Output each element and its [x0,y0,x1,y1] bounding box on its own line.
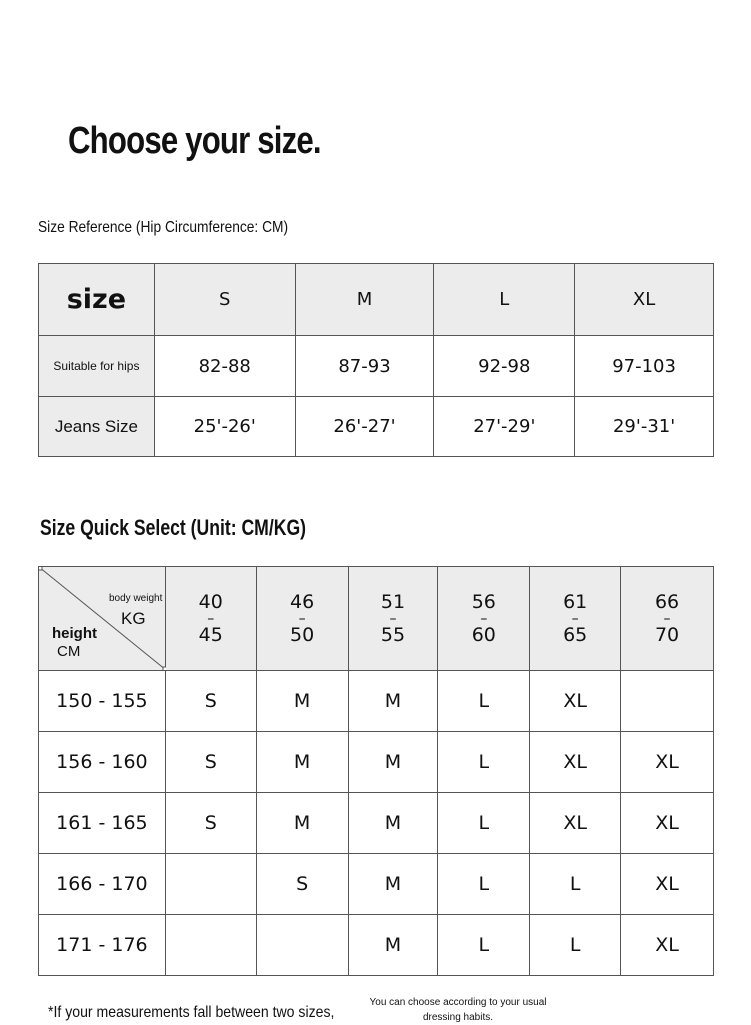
size-cell: L [438,732,530,793]
size-cell: XL [621,793,714,854]
hips-value: 92-98 [434,336,575,397]
height-range: 150 - 155 [39,671,166,732]
corner-header-cell [39,567,166,671]
weight-header-cell [438,567,530,671]
corner-weight-label: body weight [109,593,163,604]
size-cell: XL [530,793,621,854]
size-cell: XL [530,732,621,793]
size-cell: L [438,854,530,915]
weight-header-cell [530,567,621,671]
weight-low: 56 [471,590,496,613]
size-cell: M [348,671,438,732]
size-header-label: size [39,264,155,336]
jeans-size-value: 29'-31' [575,397,714,457]
height-range: 161 - 165 [39,793,166,854]
size-reference-table [38,263,714,457]
hips-row [39,336,714,397]
size-cell: L [530,854,621,915]
weight-header-row [39,567,714,671]
weight-header-cell [348,567,438,671]
hips-value: 97-103 [575,336,714,397]
weight-low: 40 [198,590,223,613]
size-header-cell: S [154,264,295,336]
corner-weight-unit: KG [121,609,146,628]
hips-value: 87-93 [295,336,434,397]
size-cell: L [438,915,530,976]
weight-high: 55 [380,623,406,646]
quick-select-caption: Size Quick Select (Unit: CM/KG) [40,515,306,540]
weight-dash: – [207,610,215,627]
weight-dash: – [298,610,306,627]
jeans-size-value: 26'-27' [295,397,434,457]
jeans-size-value: 27'-29' [434,397,575,457]
size-cell: L [438,671,530,732]
size-cell [165,915,256,976]
size-cell: S [165,671,256,732]
size-cell [256,915,348,976]
weight-dash: – [389,610,397,627]
height-range: 166 - 170 [39,854,166,915]
weight-high: 70 [654,623,680,646]
page-title: Choose your size. [68,120,321,162]
size-cell: M [348,732,438,793]
size-cell: XL [530,671,621,732]
size-cell: M [256,793,348,854]
jeans-size-row-label: Jeans Size [39,397,155,457]
weight-high: 65 [563,623,588,646]
corner-height-label: height [52,625,97,642]
size-cell [165,854,256,915]
weight-low: 46 [290,590,315,613]
weight-high: 50 [290,623,315,646]
table-row [39,854,714,915]
weight-high: 60 [471,623,496,646]
size-cell: M [348,915,438,976]
table-row [39,732,714,793]
weight-dash: – [663,610,671,627]
size-reference-caption: Size Reference (Hip Circumference: CM) [38,219,289,236]
size-cell: M [348,854,438,915]
dressing-habits-note: You can choose according to your usual dressing habits. [369,997,547,1023]
between-sizes-note: *If your measurements fall between two sizes, [48,1004,335,1021]
size-cell: S [256,854,348,915]
hips-value: 82-88 [154,336,295,397]
table-row [39,915,714,976]
table-row [39,671,714,732]
height-range: 156 - 160 [39,732,166,793]
size-cell: L [438,793,530,854]
quick-select-table [38,566,714,976]
size-cell: L [530,915,621,976]
size-cell: XL [621,854,714,915]
height-range: 171 - 176 [39,915,166,976]
weight-dash: – [480,610,488,627]
jeans-size-row [39,397,714,457]
weight-header-cell [621,567,714,671]
size-header-cell: L [434,264,575,336]
size-cell: M [256,671,348,732]
weight-header-cell [256,567,348,671]
size-cell: M [348,793,438,854]
weight-header-cell [165,567,256,671]
size-header-cell: M [295,264,434,336]
size-cell: S [165,793,256,854]
hips-row-label: Suitable for hips [39,336,155,397]
size-header-cell: XL [575,264,714,336]
corner-height-unit: CM [57,643,81,660]
size-cell [621,671,714,732]
weight-low: 51 [380,590,406,613]
weight-low: 66 [654,590,680,613]
size-cell: XL [621,732,714,793]
jeans-size-value: 25'-26' [154,397,295,457]
size-cell: S [165,732,256,793]
weight-high: 45 [198,623,223,646]
table-row [39,793,714,854]
size-reference-header-row [39,264,714,336]
size-cell: XL [621,915,714,976]
size-cell: M [256,732,348,793]
weight-low: 61 [563,590,588,613]
weight-dash: – [571,610,579,627]
